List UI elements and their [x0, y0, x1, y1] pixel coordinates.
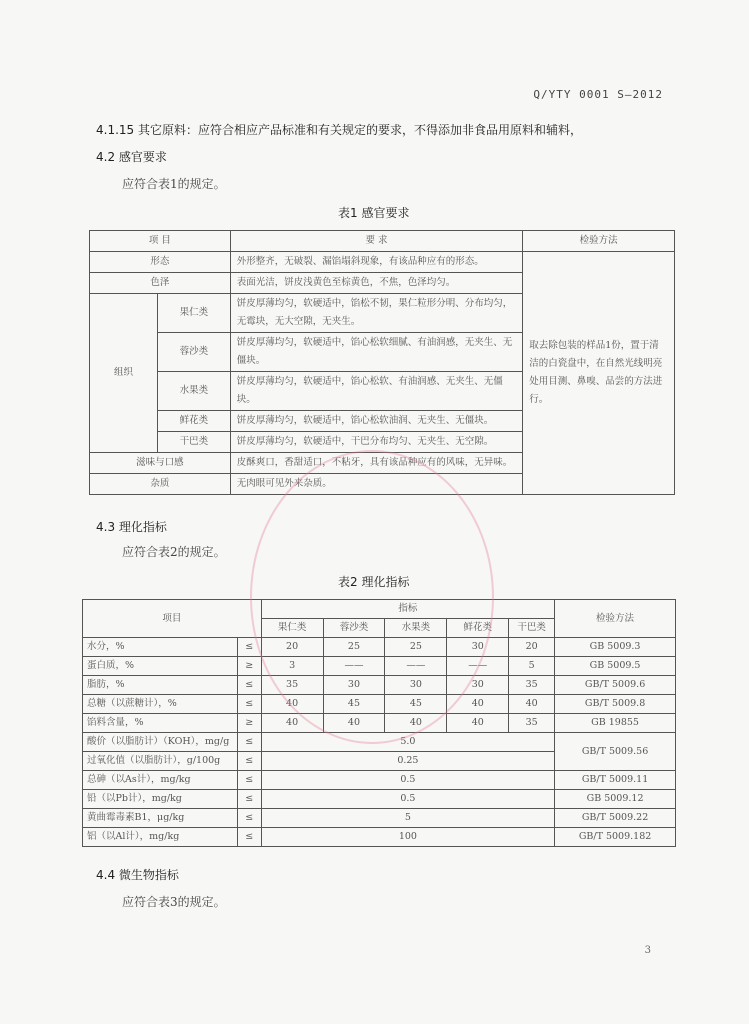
table-row — [83, 790, 676, 809]
item-value: 40 — [323, 714, 385, 733]
item-value: 35 — [261, 676, 323, 695]
row-label-impurity: 杂质 — [90, 474, 231, 495]
item-value: 5 — [261, 809, 554, 828]
item-method: GB/T 5009.8 — [555, 695, 676, 714]
item-method: GB/T 5009.6 — [555, 676, 676, 695]
item-value: 20 — [261, 638, 323, 657]
item-value: 0.25 — [261, 752, 554, 771]
item-value: 30 — [447, 638, 509, 657]
clause-4-1-15: 4.1.15 其它原料：应符合相应产品标准和有关规定的要求，不得添加非食品用原料和辅料， — [96, 123, 582, 137]
req-taste: 皮酥爽口，香甜适口，不粘牙，具有该品种应有的风味，无异味。 — [230, 453, 522, 474]
item-name: 蛋白质，% — [83, 657, 238, 676]
table2-header-item: 项目 — [83, 600, 262, 638]
req-text: 饼皮厚薄均匀，软硬适中，馅松不韧，果仁粒形分明、分布均匀，无霉块，无大空隙，无夹生。 — [230, 294, 522, 333]
sub-label: 水果类 — [157, 372, 230, 411]
table1-caption: 表1 感官要求 — [338, 206, 410, 220]
page-number: 3 — [644, 945, 651, 956]
item-value: 40 — [385, 714, 447, 733]
item-name: 馅料含量，% — [83, 714, 238, 733]
seal-stamp — [250, 450, 494, 744]
item-method: GB 5009.12 — [555, 790, 676, 809]
item-value: 30 — [323, 676, 385, 695]
item-value: 35 — [509, 676, 555, 695]
item-operator: ≥ — [237, 714, 261, 733]
req-text: 饼皮厚薄均匀，软硬适中，干巴分布均匀、无夹生、无空隙。 — [230, 432, 522, 453]
item-name: 过氧化值（以脂肪计），g/100g — [83, 752, 238, 771]
item-value: 100 — [261, 828, 554, 847]
item-value: 25 — [385, 638, 447, 657]
item-value: 3 — [261, 657, 323, 676]
row-label-shape: 形态 — [90, 252, 231, 273]
category-header: 鲜花类 — [447, 619, 509, 638]
standard-code: Q/YTY 0001 S—2012 — [533, 88, 663, 101]
item-value: 40 — [447, 714, 509, 733]
item-method: GB 5009.3 — [555, 638, 676, 657]
item-operator: ≤ — [237, 638, 261, 657]
category-header: 干巴类 — [509, 619, 555, 638]
table2-header-method: 检验方法 — [555, 600, 676, 638]
req-impurity: 无肉眼可见外来杂质。 — [230, 474, 522, 495]
item-name: 铅（以Pb计），mg/kg — [83, 790, 238, 809]
sub-label: 干巴类 — [157, 432, 230, 453]
item-value: —— — [323, 657, 385, 676]
item-operator: ≤ — [237, 828, 261, 847]
table-row — [90, 252, 675, 273]
item-value: 40 — [447, 695, 509, 714]
table2-header-index: 指标 — [261, 600, 554, 619]
item-name: 总糖（以蔗糖计），% — [83, 695, 238, 714]
item-value: 40 — [509, 695, 555, 714]
item-operator: ≤ — [237, 809, 261, 828]
sub-label: 果仁类 — [157, 294, 230, 333]
item-name: 脂肪，% — [83, 676, 238, 695]
item-value: 25 — [323, 638, 385, 657]
item-method: GB/T 5009.11 — [555, 771, 676, 790]
item-value: 5 — [509, 657, 555, 676]
category-header: 果仁类 — [261, 619, 323, 638]
row-label-taste: 滋味与口感 — [90, 453, 231, 474]
item-method: GB/T 5009.22 — [555, 809, 676, 828]
item-value: 35 — [509, 714, 555, 733]
sub-label: 鲜花类 — [157, 411, 230, 432]
table1-header-method: 检验方法 — [523, 231, 675, 252]
sub-label: 蓉沙类 — [157, 333, 230, 372]
table2-caption: 表2 理化指标 — [338, 575, 410, 589]
table1-header-requirement: 要 求 — [230, 231, 522, 252]
item-value: 40 — [261, 695, 323, 714]
item-value: 0.5 — [261, 771, 554, 790]
item-value: 45 — [385, 695, 447, 714]
item-method: GB/T 5009.182 — [555, 828, 676, 847]
item-name: 黄曲霉毒素B1，μg/kg — [83, 809, 238, 828]
table1-header-row — [90, 231, 675, 252]
req-text: 饼皮厚薄均匀，软硬适中，馅心松软油润、无夹生、无僵块。 — [230, 411, 522, 432]
item-operator: ≤ — [237, 733, 261, 752]
item-value: —— — [447, 657, 509, 676]
item-operator: ≤ — [237, 790, 261, 809]
req-shape: 外形整齐，无破裂、漏馅塌斜现象，有该品种应有的形态。 — [230, 252, 522, 273]
item-name: 水分，% — [83, 638, 238, 657]
item-value: —— — [385, 657, 447, 676]
row-label-organization: 组织 — [90, 294, 158, 453]
item-value: 30 — [447, 676, 509, 695]
table1-header-item: 项 目 — [90, 231, 231, 252]
item-operator: ≤ — [237, 676, 261, 695]
section-4-4-text: 应符合表3的规定。 — [122, 895, 226, 909]
category-header: 蓉沙类 — [323, 619, 385, 638]
item-method: GB 19855 — [555, 714, 676, 733]
item-operator: ≤ — [237, 771, 261, 790]
sensory-method-cell: 取去除包装的样品1份，置于清洁的白瓷盘中，在自然光线明亮处用目测、鼻嗅、品尝的方法进行。 — [523, 252, 675, 495]
section-4-3-text: 应符合表2的规定。 — [122, 545, 226, 559]
item-name: 总砷（以As计），mg/kg — [83, 771, 238, 790]
item-method: GB/T 5009.56 — [555, 733, 676, 771]
item-operator: ≤ — [237, 752, 261, 771]
req-color: 表面光洁，饼皮浅黄色至棕黄色，不焦，色泽均匀。 — [230, 273, 522, 294]
item-value: 40 — [261, 714, 323, 733]
item-name: 酸价（以脂肪计）（KOH），mg/g — [83, 733, 238, 752]
section-4-2-heading: 4.2 感官要求 — [96, 150, 167, 164]
item-method: GB 5009.5 — [555, 657, 676, 676]
req-text: 饼皮厚薄均匀，软硬适中，馅心松软、有油润感、无夹生、无僵块。 — [230, 372, 522, 411]
item-operator: ≥ — [237, 657, 261, 676]
item-value: 5.0 — [261, 733, 554, 752]
section-4-2-text: 应符合表1的规定。 — [122, 177, 226, 191]
item-value: 45 — [323, 695, 385, 714]
section-4-4-heading: 4.4 微生物指标 — [96, 868, 179, 882]
section-4-3-heading: 4.3 理化指标 — [96, 520, 167, 534]
category-header: 水果类 — [385, 619, 447, 638]
req-text: 饼皮厚薄均匀，软硬适中，馅心松软细腻、有油润感，无夹生、无僵块。 — [230, 333, 522, 372]
table-row — [83, 809, 676, 828]
item-name: 铝（以Al计），mg/kg — [83, 828, 238, 847]
table-row — [83, 771, 676, 790]
item-value: 0.5 — [261, 790, 554, 809]
table-row — [83, 828, 676, 847]
item-value: 20 — [509, 638, 555, 657]
row-label-color: 色泽 — [90, 273, 231, 294]
item-value: 30 — [385, 676, 447, 695]
item-operator: ≤ — [237, 695, 261, 714]
